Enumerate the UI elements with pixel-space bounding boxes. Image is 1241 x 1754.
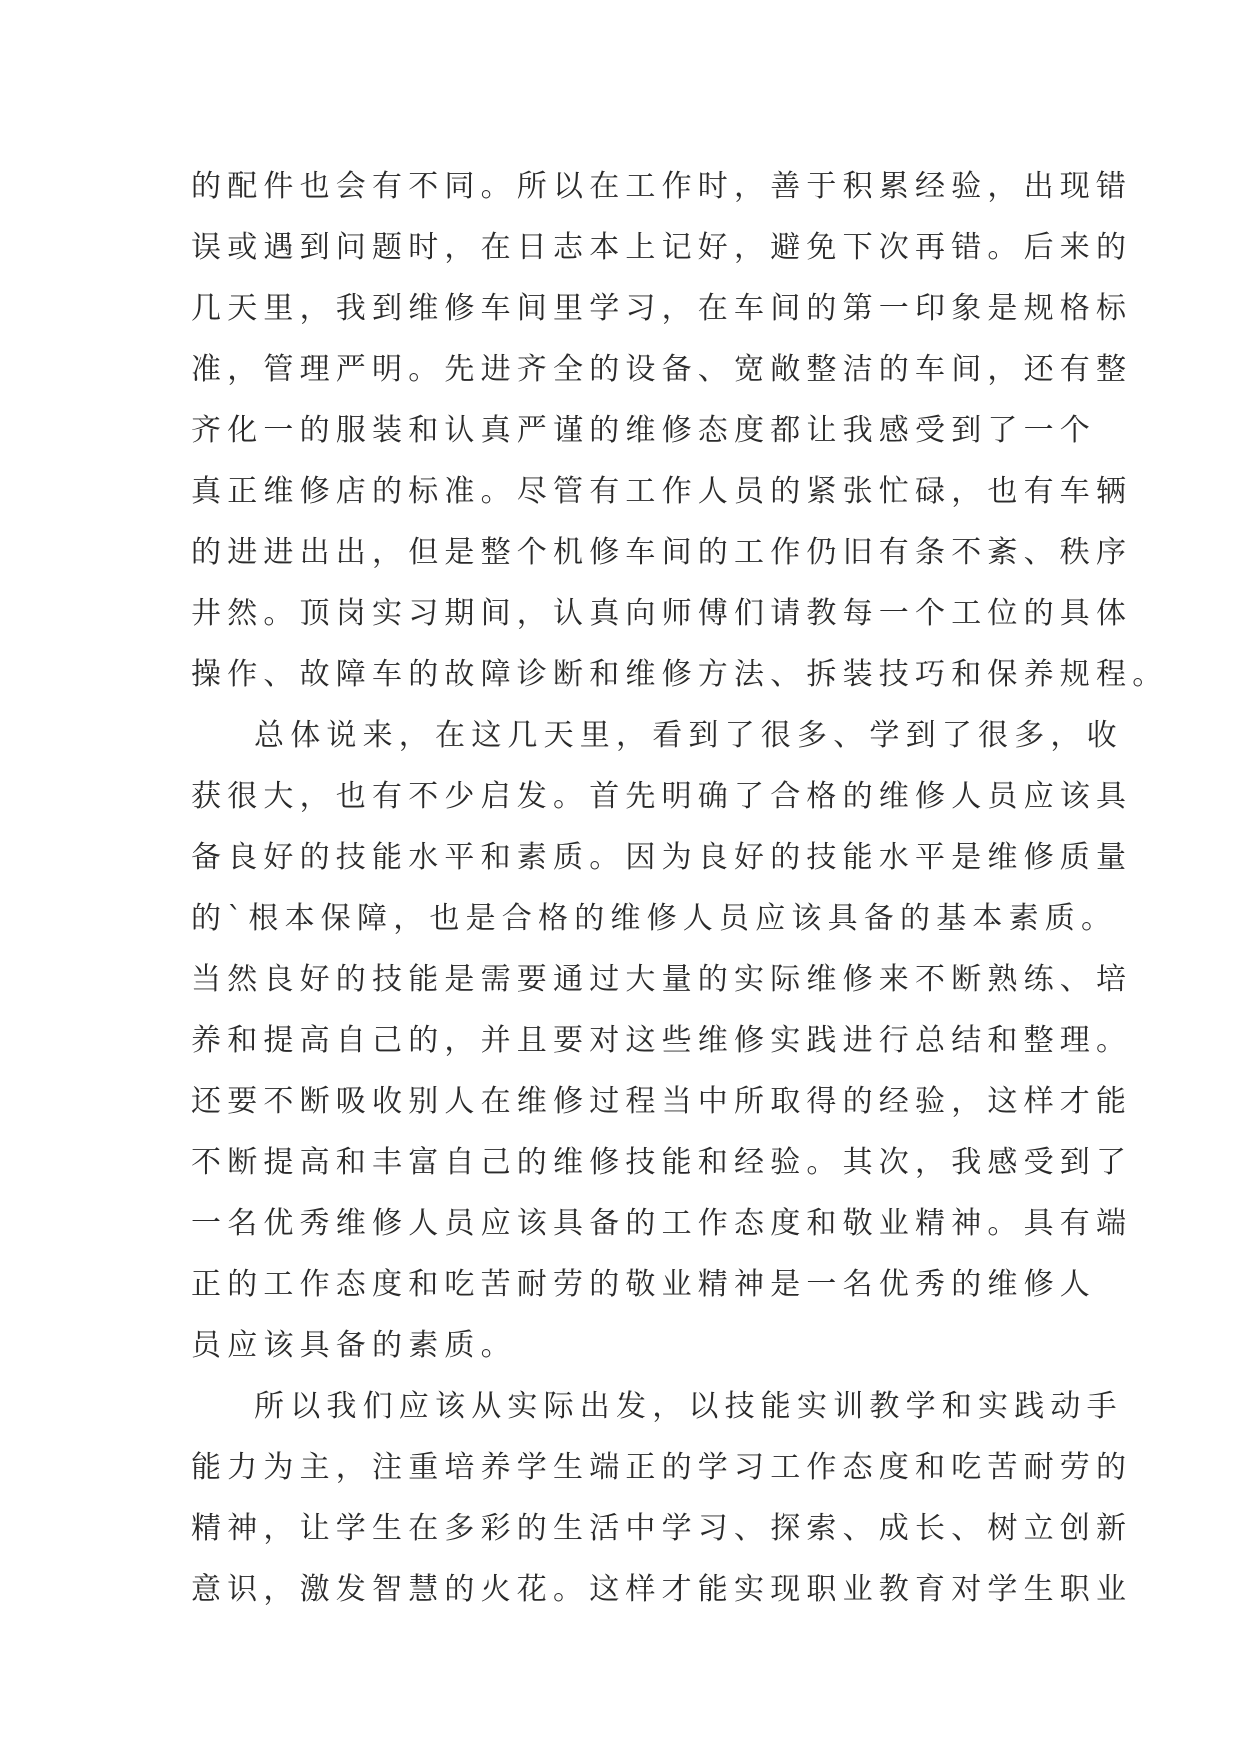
text-line: 员应该具备的素质。 — [191, 1328, 517, 1363]
text-line: 操作、故障车的故障诊断和维修方法、拆装技巧和保养规程。 — [191, 657, 1169, 692]
text-line: 井然。顶岗实习期间，认真向师傅们请教每一个工位的具体 — [191, 596, 1133, 631]
text-line: 误或遇到问题时，在日志本上记好，避免下次再错。后来的 — [191, 230, 1133, 265]
text-line: 的配件也会有不同。所以在工作时，善于积累经验，出现错 — [191, 169, 1133, 204]
text-line: 意识，激发智慧的火花。这样才能实现职业教育对学生职业 — [191, 1572, 1133, 1607]
text-line: 一名优秀维修人员应该具备的工作态度和敬业精神。具有端 — [191, 1206, 1133, 1241]
text-line: 还要不断吸收别人在维修过程当中所取得的经验，这样才能 — [191, 1084, 1133, 1119]
paragraph-start-line: 总体说来，在这几天里，看到了很多、学到了很多，收 — [254, 718, 1123, 753]
text-line: 不断提高和丰富自己的维修技能和经验。其次，我感受到了 — [191, 1145, 1133, 1180]
text-line: 精神，让学生在多彩的生活中学习、探索、成长、树立创新 — [191, 1511, 1133, 1546]
text-line: 备良好的技能水平和素质。因为良好的技能水平是维修质量 — [191, 840, 1133, 875]
paragraph-start-line: 所以我们应该从实际出发，以技能实训教学和实践动手 — [254, 1389, 1123, 1424]
text-line: 的`根本保障，也是合格的维修人员应该具备的基本素质。 — [191, 901, 1118, 936]
text-line: 养和提高自己的，并且要对这些维修实践进行总结和整理。 — [191, 1023, 1133, 1058]
text-line: 齐化一的服装和认真严谨的维修态度都让我感受到了一个 — [191, 413, 1096, 448]
text-line: 当然良好的技能是需要通过大量的实际维修来不断熟练、培 — [191, 962, 1133, 997]
body-text — [191, 156, 1169, 1620]
text-line: 准，管理严明。先进齐全的设备、宽敞整洁的车间，还有整 — [191, 352, 1133, 387]
text-line: 获很大，也有不少启发。首先明确了合格的维修人员应该具 — [191, 779, 1133, 814]
text-line: 的进进出出，但是整个机修车间的工作仍旧有条不紊、秩序 — [191, 535, 1133, 570]
text-line: 真正维修店的标准。尽管有工作人员的紧张忙碌，也有车辆 — [191, 474, 1133, 509]
text-line: 正的工作态度和吃苦耐劳的敬业精神是一名优秀的维修人 — [191, 1267, 1096, 1302]
text-line: 几天里，我到维修车间里学习，在车间的第一印象是规格标 — [191, 291, 1133, 326]
text-line: 能力为主，注重培养学生端正的学习工作态度和吃苦耐劳的 — [191, 1450, 1133, 1485]
